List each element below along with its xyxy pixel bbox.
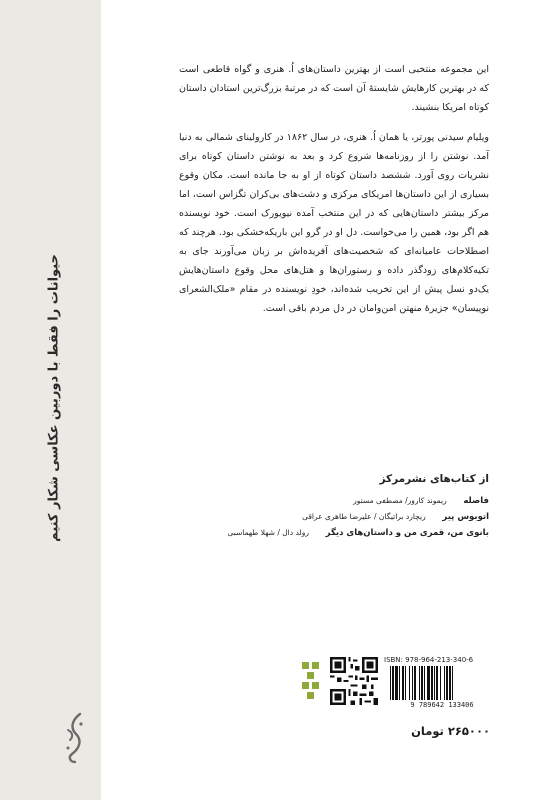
spine-title: حیوانات را فقط با دوربین عکاسی شکار کنیم [46,254,62,542]
publisher-books-list [129,473,489,541]
book-credit: ریموند کارور/ مصطفی مستور [353,496,447,505]
books-heading: از کتاب‌های نشرمرکز [379,473,489,485]
list-item [129,509,489,525]
price: ۲۶۵۰۰۰ تومان [411,724,490,738]
barcode-icon [388,666,496,700]
blurb [179,60,489,329]
book-credit: ریچارد براتیگان / علیرضا طاهری عراقی [302,512,426,521]
isbn-label: ISBN: 978-964-213-340-6 [384,656,474,664]
qr-code-icon [330,657,378,705]
blurb-paragraph-2: ویلیام سیدنی پورتر، یا همان اُ. هنری، در سال ۱۸۶۲ در کارولینای شمالی به دنیا آمد. نوشتن را از روزنامه‌ها شروع کرد و بعد به نوشتن داستان کوتاه برای نشریات روی آورد. ششصد داستان کوتاه از او به جا مانده است. مکان وقوع بسیاری از این داستان‌ها امریکای مرکزی و دشت‌های بی‌کران تگزاس است، اما مرکز بیشتر داستان‌هایی که در این منتخب آمده نیویورک است. خود نویسنده هم اگر بود، همین را می‌خواست. دل او در گرو این باریکه‌خشکی بود. هرچند که اصطلاحات عامیانه‌ای که شخصیت‌های آفریده‌اش بر زبان می‌آورند جای به تکیه‌کلام‌های زودگذر داده و رستوران‌ها و هتل‌های محل وقوع داستان‌هایش یک‌دو نسل پیش از این تخریب شده‌اند، خودِ نویسنده در مقام «ملک‌الشعرای نوپیسان» جزیرهٔ منهتن امن‌وامان در دل مردم باقی است. [179,132,489,314]
book-title: اتوبوس پیر [442,512,489,522]
list-item [129,525,489,541]
publisher-calligraphy-logo-icon [62,710,88,766]
book-title: فاصله [463,496,489,506]
barcode-digits: 9 789642 133406 [410,701,474,709]
book-credit: رولد دال / شهلا طهماسبی [227,528,309,537]
publisher-mark-icon [300,660,322,700]
list-item [129,493,489,509]
book-title: بانوی من، قمری من و داستان‌های دیگر [325,528,489,538]
blurb-paragraph-1: این مجموعه منتخبی است از بهترین داستان‌های اُ. هنری و گواه قاطعی است که در بهترین کارهایش شایستهٔ آن است که در مرتبهٔ بزرگ‌ترین استادان داستان کوتاه امریکا بنشیند. [179,64,489,113]
